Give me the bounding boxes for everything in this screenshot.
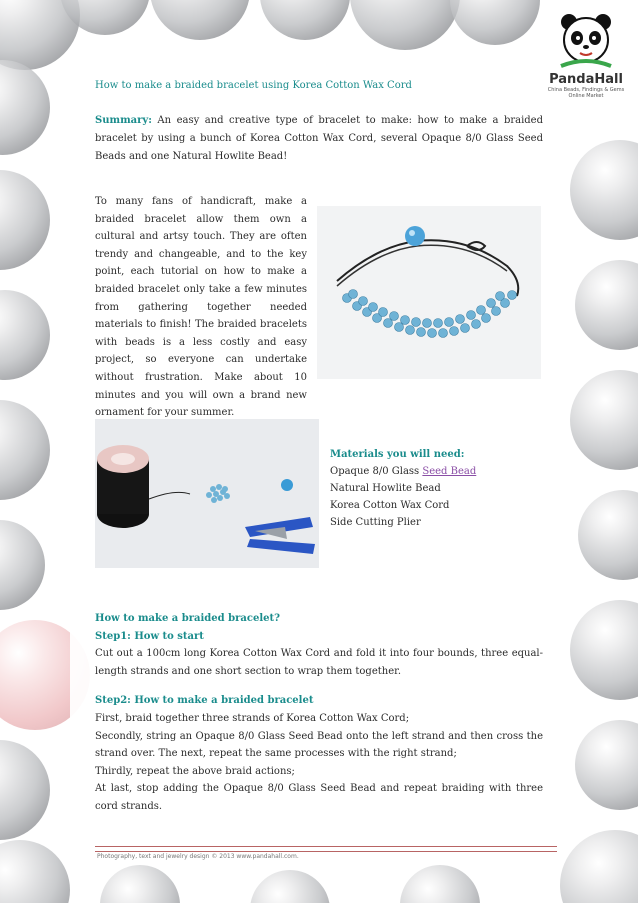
steps-section — [95, 610, 543, 816]
material-item: Natural Howlite Bead — [330, 483, 441, 494]
logo-brand: PandaHall — [549, 72, 623, 87]
pandahall-logo[interactable] — [540, 10, 632, 120]
seed-bead-link[interactable]: Seed Bead — [422, 466, 477, 477]
summary-text: An easy and creative type of bracelet to make: how to make a braided bracelet by using a bunch of Korea Cotton Wax Cord, several Opaque 8/0 Glass Seed Beads and one Natural Howlite Bead! — [95, 115, 543, 162]
material-item: Side Cutting Plier — [330, 517, 421, 528]
logo-tagline: China Beads, Findings & Gems — [547, 87, 625, 93]
bracelet-photo — [317, 206, 541, 379]
step2-heading: Step2: How to make a braided bracelet — [95, 695, 314, 707]
summary-paragraph — [95, 112, 543, 166]
footer-credit: Photography, text and jewelry design © 2013 www.pandahall.com. — [97, 853, 299, 860]
logo-tagline-2: Online Market — [568, 93, 604, 99]
step1-heading: Step1: How to start — [95, 630, 204, 642]
materials-heading: Materials you will need: — [330, 449, 465, 460]
page-title: How to make a braided bracelet using Korea Cotton Wax Cord — [95, 80, 412, 91]
step2-line: Secondly, string an Opaque 8/0 Glass Seed Bead onto the left strand and then cross the strand over. The next, repeat the same processes with the right strand; — [95, 730, 543, 760]
materials-photo — [95, 419, 319, 568]
step2-line: Thirdly, repeat the above braid actions; — [95, 765, 295, 777]
material-item: Korea Cotton Wax Cord — [330, 500, 450, 511]
footer-divider — [95, 846, 557, 852]
materials-list — [330, 446, 476, 531]
material-item-text: Opaque 8/0 Glass — [330, 466, 423, 477]
panda-icon — [557, 10, 615, 68]
steps-main-heading: How to make a braided bracelet? — [95, 613, 280, 624]
intro-paragraph: To many fans of handicraft, make a braided bracelet allow them own a cultural and artsy touch. They are often trendy and changeable, and to the key point, each tutorial on how to make a braided bracelet only take a few minutes from gathering together needed materials to finish! The braided bracelets with beads is a less costly and easy project, so everyone can undertake without frustration. Make about 10 minutes and you will own a brand new ornament for your summer. — [95, 196, 307, 419]
step1-text: Cut out a 100cm long Korea Cotton Wax Cord and fold it into four bounds, three equal-length strands and one short section to wrap them together. — [95, 648, 543, 677]
summary-label: Summary: — [95, 115, 152, 126]
step2-line: At last, stop adding the Opaque 8/0 Glass Seed Bead and repeat braiding with three cord strands. — [95, 783, 543, 812]
material-item — [330, 463, 476, 480]
step2-line: First, braid together three strands of Korea Cotton Wax Cord; — [95, 712, 410, 724]
